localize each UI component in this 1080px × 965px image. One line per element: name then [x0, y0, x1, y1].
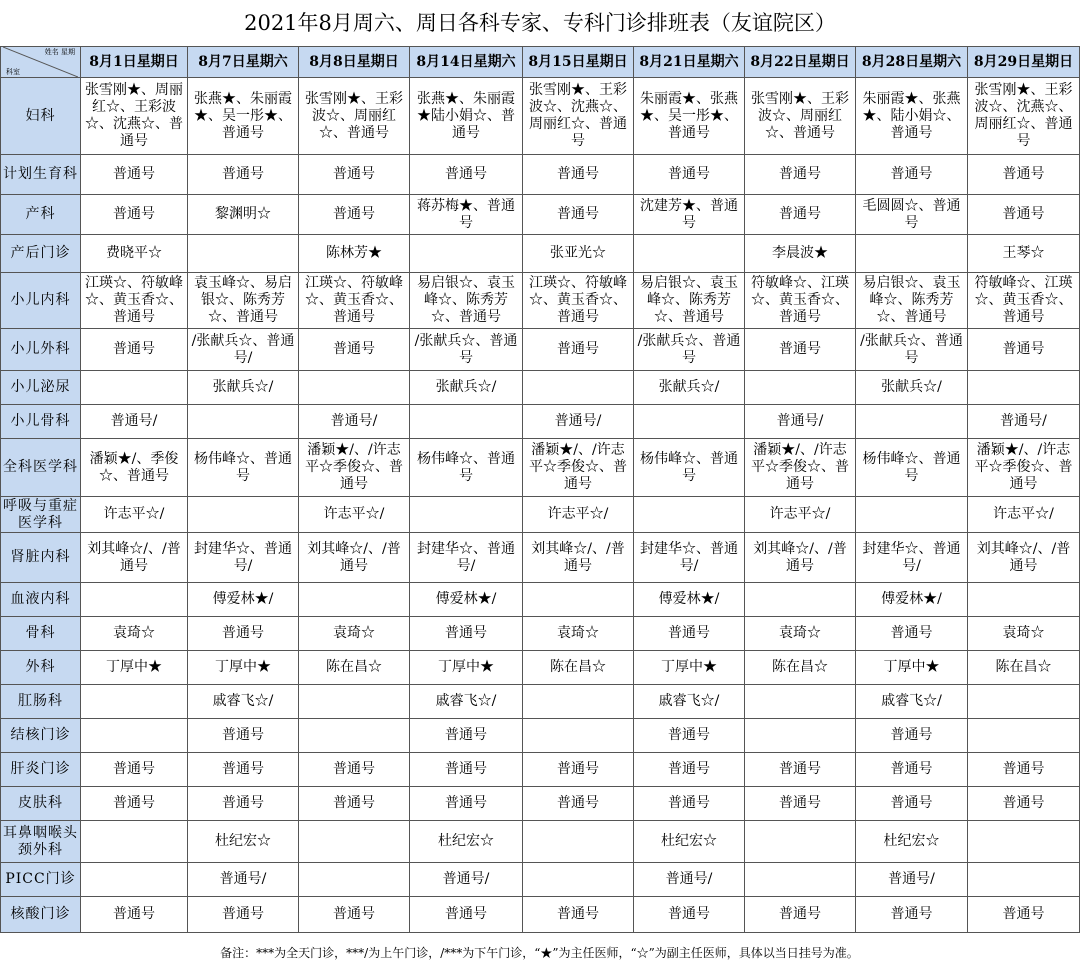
- schedule-cell: 许志平☆/: [299, 497, 410, 533]
- schedule-cell: 封建华☆、普通号/: [188, 533, 299, 583]
- schedule-cell: [745, 863, 856, 897]
- schedule-cell: 普通号: [188, 719, 299, 753]
- schedule-cell: 普通号: [299, 897, 410, 933]
- schedule-cell: [299, 583, 410, 617]
- schedule-cell: 许志平☆/: [81, 497, 188, 533]
- schedule-cell: 费晓平☆: [81, 235, 188, 273]
- schedule-cell: [81, 583, 188, 617]
- schedule-cell: 普通号: [634, 155, 745, 195]
- schedule-cell: 普通号: [745, 787, 856, 821]
- schedule-cell: 张雪刚★、王彩波☆、周丽红☆、普通号: [745, 78, 856, 155]
- schedule-cell: 普通号: [745, 155, 856, 195]
- schedule-cell: 张献兵☆/: [188, 371, 299, 405]
- date-header: 8月1日星期日: [81, 47, 188, 78]
- schedule-cell: 傅爱林★/: [410, 583, 523, 617]
- schedule-cell: [634, 497, 745, 533]
- schedule-cell: /张献兵☆、普通号: [856, 329, 968, 371]
- schedule-cell: [523, 719, 634, 753]
- schedule-cell: 普通号: [299, 195, 410, 235]
- table-row: [1, 405, 1080, 439]
- schedule-cell: 普通号: [968, 195, 1080, 235]
- department-label: 小儿外科: [1, 329, 81, 371]
- department-label: 产后门诊: [1, 235, 81, 273]
- schedule-cell: 傅爱林★/: [856, 583, 968, 617]
- schedule-cell: 普通号: [634, 753, 745, 787]
- schedule-cell: 普通号: [856, 897, 968, 933]
- date-header: 8月7日星期六: [188, 47, 299, 78]
- schedule-cell: 潘颖★/、/许志平☆季俊☆、普通号: [523, 439, 634, 497]
- schedule-cell: 普通号: [188, 617, 299, 651]
- schedule-cell: 普通号: [856, 753, 968, 787]
- schedule-cell: 许志平☆/: [968, 497, 1080, 533]
- schedule-cell: [299, 371, 410, 405]
- schedule-cell: 普通号/: [299, 405, 410, 439]
- table-row: [1, 195, 1080, 235]
- schedule-cell: 张雪刚★、王彩波☆、周丽红☆、普通号: [299, 78, 410, 155]
- schedule-cell: 杜纪宏☆: [188, 821, 299, 863]
- schedule-cell: [299, 719, 410, 753]
- schedule-cell: 普通号: [523, 897, 634, 933]
- schedule-cell: 普通号: [634, 617, 745, 651]
- schedule-cell: [410, 497, 523, 533]
- table-row: [1, 753, 1080, 787]
- schedule-cell: 普通号: [856, 787, 968, 821]
- schedule-cell: 普通号: [523, 329, 634, 371]
- schedule-cell: 江瑛☆、符敏峰☆、黄玉香☆、普通号: [523, 273, 634, 329]
- schedule-cell: [634, 235, 745, 273]
- schedule-cell: /张献兵☆、普通号/: [188, 329, 299, 371]
- schedule-cell: 普通号/: [856, 863, 968, 897]
- corner-header: [1, 47, 81, 78]
- schedule-cell: 许志平☆/: [745, 497, 856, 533]
- schedule-cell: 封建华☆、普通号/: [634, 533, 745, 583]
- schedule-cell: 戚睿飞☆/: [188, 685, 299, 719]
- schedule-cell: 普通号: [745, 753, 856, 787]
- schedule-cell: 袁琦☆: [968, 617, 1080, 651]
- schedule-cell: [299, 863, 410, 897]
- department-label: 皮肤科: [1, 787, 81, 821]
- date-header: 8月28日星期六: [856, 47, 968, 78]
- schedule-cell: 普通号: [188, 753, 299, 787]
- schedule-cell: [856, 235, 968, 273]
- schedule-cell: [188, 405, 299, 439]
- schedule-cell: [745, 371, 856, 405]
- schedule-cell: [856, 405, 968, 439]
- schedule-cell: 刘其峰☆/、/普通号: [968, 533, 1080, 583]
- schedule-cell: [856, 497, 968, 533]
- schedule-cell: 普通号: [523, 787, 634, 821]
- schedule-cell: 刘其峰☆/、/普通号: [523, 533, 634, 583]
- schedule-cell: 朱丽霞★、张燕★、吴一彤★、普通号: [634, 78, 745, 155]
- schedule-cell: 陈在昌☆: [523, 651, 634, 685]
- schedule-cell: 潘颖★/、/许志平☆季俊☆、普通号: [968, 439, 1080, 497]
- schedule-cell: 袁琦☆: [523, 617, 634, 651]
- schedule-cell: 普通号/: [188, 863, 299, 897]
- schedule-cell: 普通号: [634, 787, 745, 821]
- schedule-cell: 江瑛☆、符敏峰☆、黄玉香☆、普通号: [299, 273, 410, 329]
- schedule-cell: 杜纪宏☆: [410, 821, 523, 863]
- schedule-cell: 张雪刚★、王彩波☆、沈燕☆、周丽红☆、普通号: [523, 78, 634, 155]
- schedule-cell: 黎渊明☆: [188, 195, 299, 235]
- schedule-cell: [299, 821, 410, 863]
- schedule-cell: [81, 685, 188, 719]
- schedule-cell: [188, 497, 299, 533]
- date-header: 8月14日星期六: [410, 47, 523, 78]
- table-row: [1, 651, 1080, 685]
- schedule-cell: [968, 863, 1080, 897]
- schedule-cell: 普通号: [523, 753, 634, 787]
- schedule-cell: 戚睿飞☆/: [410, 685, 523, 719]
- schedule-cell: 普通号: [299, 753, 410, 787]
- department-label: 妇科: [1, 78, 81, 155]
- table-row: [1, 371, 1080, 405]
- schedule-cell: 普通号: [81, 897, 188, 933]
- schedule-cell: 陈在昌☆: [299, 651, 410, 685]
- schedule-cell: 普通号: [410, 753, 523, 787]
- schedule-cell: 普通号: [188, 897, 299, 933]
- schedule-cell: 朱丽霞★、张燕★、陆小娟☆、普通号: [856, 78, 968, 155]
- schedule-cell: 许志平☆/: [523, 497, 634, 533]
- schedule-cell: [745, 821, 856, 863]
- schedule-cell: 普通号: [745, 195, 856, 235]
- schedule-cell: 普通号: [81, 329, 188, 371]
- schedule-cell: 普通号: [634, 897, 745, 933]
- department-label: 呼吸与重症医学科: [1, 497, 81, 533]
- schedule-cell: 张献兵☆/: [856, 371, 968, 405]
- schedule-cell: 易启银☆、袁玉峰☆、陈秀芳☆、普通号: [410, 273, 523, 329]
- table-row: [1, 863, 1080, 897]
- corner-label-top: 姓名 星期: [44, 48, 75, 56]
- schedule-cell: [410, 235, 523, 273]
- date-header: 8月15日星期日: [523, 47, 634, 78]
- schedule-cell: 普通号: [81, 787, 188, 821]
- schedule-body: [1, 78, 1080, 933]
- schedule-cell: 普通号: [188, 155, 299, 195]
- schedule-cell: 张献兵☆/: [634, 371, 745, 405]
- table-row: [1, 719, 1080, 753]
- department-label: PICC门诊: [1, 863, 81, 897]
- schedule-cell: [81, 863, 188, 897]
- table-row: [1, 533, 1080, 583]
- schedule-cell: 袁琦☆: [745, 617, 856, 651]
- department-label: 血液内科: [1, 583, 81, 617]
- schedule-cell: 陈在昌☆: [745, 651, 856, 685]
- schedule-cell: [968, 821, 1080, 863]
- department-label: 产科: [1, 195, 81, 235]
- schedule-cell: 傅爱林★/: [634, 583, 745, 617]
- page-title: 2021年8月周六、周日各科专家、专科门诊排班表（友谊院区）: [244, 11, 836, 35]
- department-label: 小儿骨科: [1, 405, 81, 439]
- schedule-cell: 潘颖★/、/许志平☆季俊☆、普通号: [299, 439, 410, 497]
- department-label: 核酸门诊: [1, 897, 81, 933]
- date-header: 8月21日星期六: [634, 47, 745, 78]
- schedule-cell: /张献兵☆、普通号: [410, 329, 523, 371]
- schedule-cell: 杨伟峰☆、普通号: [410, 439, 523, 497]
- table-row: [1, 273, 1080, 329]
- schedule-cell: 符敏峰☆、江瑛☆、黄玉香☆、普通号: [968, 273, 1080, 329]
- schedule-cell: [523, 863, 634, 897]
- table-row: [1, 821, 1080, 863]
- table-row: [1, 78, 1080, 155]
- schedule-cell: 陈林芳★: [299, 235, 410, 273]
- schedule-cell: 江瑛☆、符敏峰☆、黄玉香☆、普通号: [81, 273, 188, 329]
- schedule-cell: [410, 405, 523, 439]
- schedule-cell: 普通号: [968, 329, 1080, 371]
- corner-label-bottom: 科室: [6, 68, 20, 76]
- schedule-cell: 普通号: [81, 195, 188, 235]
- schedule-cell: 毛圆圆☆、普通号: [856, 195, 968, 235]
- date-header: 8月29日星期日: [968, 47, 1080, 78]
- schedule-cell: 袁琦☆: [81, 617, 188, 651]
- date-header: 8月22日星期日: [745, 47, 856, 78]
- table-row: [1, 155, 1080, 195]
- schedule-cell: [523, 685, 634, 719]
- department-label: 小儿内科: [1, 273, 81, 329]
- department-label: 小儿泌尿: [1, 371, 81, 405]
- schedule-cell: 普通号: [968, 897, 1080, 933]
- schedule-cell: 普通号: [410, 719, 523, 753]
- schedule-cell: 普通号/: [523, 405, 634, 439]
- schedule-cell: 张雪刚★、周丽红☆、王彩波☆、沈燕☆、普通号: [81, 78, 188, 155]
- schedule-cell: [81, 371, 188, 405]
- schedule-cell: 封建华☆、普通号/: [856, 533, 968, 583]
- schedule-cell: 张燕★、朱丽霞★、吴一彤★、普通号: [188, 78, 299, 155]
- schedule-cell: [188, 235, 299, 273]
- department-label: 肛肠科: [1, 685, 81, 719]
- schedule-cell: 普通号: [410, 897, 523, 933]
- schedule-cell: 普通号: [523, 195, 634, 235]
- schedule-cell: [968, 685, 1080, 719]
- schedule-cell: 普通号/: [634, 863, 745, 897]
- schedule-cell: [634, 405, 745, 439]
- department-label: 计划生育科: [1, 155, 81, 195]
- schedule-cell: [523, 821, 634, 863]
- department-label: 结核门诊: [1, 719, 81, 753]
- schedule-cell: 普通号: [745, 897, 856, 933]
- schedule-table: [0, 46, 1080, 933]
- schedule-cell: [523, 583, 634, 617]
- table-row: [1, 685, 1080, 719]
- schedule-cell: [745, 685, 856, 719]
- department-label: 全科医学科: [1, 439, 81, 497]
- schedule-cell: 普通号: [968, 753, 1080, 787]
- schedule-cell: 丁厚中★: [81, 651, 188, 685]
- schedule-cell: 王琴☆: [968, 235, 1080, 273]
- schedule-cell: 普通号/: [81, 405, 188, 439]
- schedule-cell: 普通号/: [410, 863, 523, 897]
- schedule-cell: 普通号: [299, 787, 410, 821]
- table-row: [1, 583, 1080, 617]
- schedule-cell: 丁厚中★: [410, 651, 523, 685]
- schedule-cell: 戚睿飞☆/: [856, 685, 968, 719]
- schedule-cell: 普通号: [81, 753, 188, 787]
- schedule-cell: 普通号: [299, 155, 410, 195]
- schedule-cell: 普通号: [410, 617, 523, 651]
- schedule-cell: 普通号: [299, 329, 410, 371]
- schedule-cell: 刘其峰☆/、/普通号: [299, 533, 410, 583]
- schedule-cell: 张燕★、朱丽霞★陆小娟☆、普通号: [410, 78, 523, 155]
- schedule-cell: 封建华☆、普通号/: [410, 533, 523, 583]
- schedule-cell: 张亚光☆: [523, 235, 634, 273]
- schedule-cell: 普通号: [410, 155, 523, 195]
- department-label: 肾脏内科: [1, 533, 81, 583]
- schedule-cell: 戚睿飞☆/: [634, 685, 745, 719]
- footnote: 备注：***为全天门诊，***/为上午门诊，/***为下午门诊，“★”为主任医师，“☆”为副主任医师，具体以当日挂号为准。: [220, 946, 859, 960]
- table-row: [1, 329, 1080, 371]
- header-row: [1, 47, 1080, 78]
- schedule-cell: 张雪刚★、王彩波☆、沈燕☆、周丽红☆、普通号: [968, 78, 1080, 155]
- schedule-cell: /张献兵☆、普通号: [634, 329, 745, 371]
- schedule-cell: 潘颖★/、/许志平☆季俊☆、普通号: [745, 439, 856, 497]
- schedule-cell: [968, 583, 1080, 617]
- schedule-cell: 普通号: [188, 787, 299, 821]
- schedule-cell: 袁玉峰☆、易启银☆、陈秀芳☆、普通号: [188, 273, 299, 329]
- table-row: [1, 439, 1080, 497]
- date-header: 8月8日星期日: [299, 47, 410, 78]
- table-row: [1, 235, 1080, 273]
- schedule-cell: 普通号: [410, 787, 523, 821]
- table-row: [1, 617, 1080, 651]
- schedule-cell: [745, 719, 856, 753]
- schedule-cell: 符敏峰☆、江瑛☆、黄玉香☆、普通号: [745, 273, 856, 329]
- schedule-cell: 杨伟峰☆、普通号: [634, 439, 745, 497]
- schedule-cell: 潘颖★/、季俊☆、普通号: [81, 439, 188, 497]
- schedule-cell: [745, 583, 856, 617]
- schedule-cell: [81, 821, 188, 863]
- schedule-cell: 刘其峰☆/、/普通号: [745, 533, 856, 583]
- schedule-cell: 普通号: [856, 719, 968, 753]
- schedule-cell: 丁厚中★: [856, 651, 968, 685]
- schedule-cell: 普通号: [745, 329, 856, 371]
- schedule-cell: 普通号: [523, 155, 634, 195]
- department-label: 骨科: [1, 617, 81, 651]
- table-row: [1, 497, 1080, 533]
- schedule-cell: 沈建芳★、普通号: [634, 195, 745, 235]
- schedule-cell: 普通号/: [968, 405, 1080, 439]
- schedule-cell: 傅爱林★/: [188, 583, 299, 617]
- schedule-cell: 普通号: [856, 155, 968, 195]
- schedule-cell: [523, 371, 634, 405]
- schedule-cell: [968, 719, 1080, 753]
- schedule-cell: 蒋苏梅★、普通号: [410, 195, 523, 235]
- schedule-cell: 丁厚中★: [188, 651, 299, 685]
- schedule-cell: 普通号: [81, 155, 188, 195]
- schedule-cell: 张献兵☆/: [410, 371, 523, 405]
- schedule-cell: [81, 719, 188, 753]
- schedule-cell: 易启银☆、袁玉峰☆、陈秀芳☆、普通号: [856, 273, 968, 329]
- schedule-cell: 袁琦☆: [299, 617, 410, 651]
- schedule-cell: 易启银☆、袁玉峰☆、陈秀芳☆、普通号: [634, 273, 745, 329]
- table-row: [1, 897, 1080, 933]
- department-label: 耳鼻咽喉头颈外科: [1, 821, 81, 863]
- schedule-cell: 刘其峰☆/、/普通号: [81, 533, 188, 583]
- schedule-cell: 李晨波★: [745, 235, 856, 273]
- schedule-cell: 普通号: [968, 787, 1080, 821]
- schedule-cell: 杜纪宏☆: [856, 821, 968, 863]
- schedule-cell: [968, 371, 1080, 405]
- department-label: 肝炎门诊: [1, 753, 81, 787]
- schedule-cell: 杨伟峰☆、普通号: [188, 439, 299, 497]
- department-label: 外科: [1, 651, 81, 685]
- schedule-cell: 普通号/: [745, 405, 856, 439]
- schedule-cell: 普通号: [968, 155, 1080, 195]
- schedule-cell: 普通号: [856, 617, 968, 651]
- schedule-cell: 陈在昌☆: [968, 651, 1080, 685]
- schedule-cell: 杨伟峰☆、普通号: [856, 439, 968, 497]
- schedule-cell: 普通号: [634, 719, 745, 753]
- schedule-cell: [299, 685, 410, 719]
- schedule-cell: 杜纪宏☆: [634, 821, 745, 863]
- schedule-cell: 丁厚中★: [634, 651, 745, 685]
- table-row: [1, 787, 1080, 821]
